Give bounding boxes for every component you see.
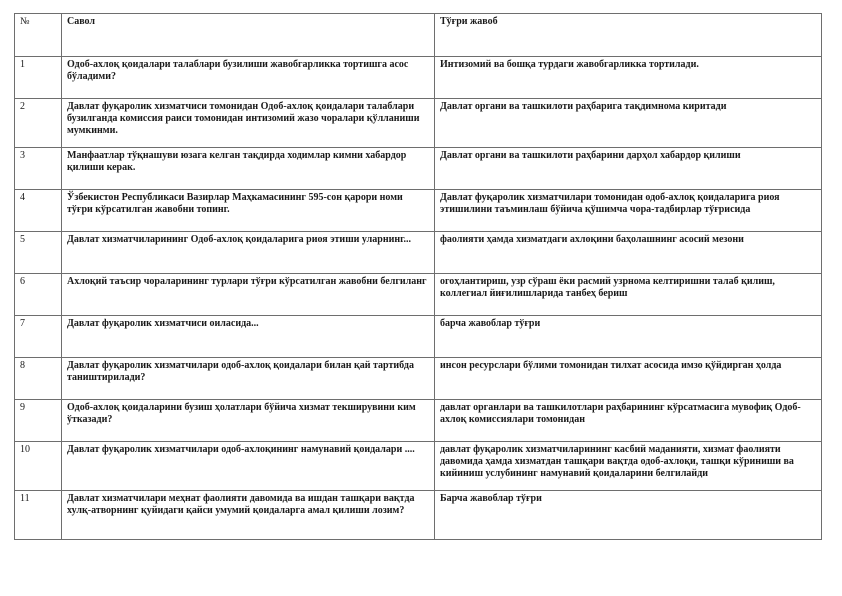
row-answer: Давлат фуқаролик хизматчилари томонидан одоб-ахлоқ қоидаларига риоя этишилини таъминлаш бўйича қўшимча чора-тадбирлар тўғрисида xyxy=(435,190,822,232)
table-row xyxy=(15,232,822,274)
header-number: № xyxy=(15,14,62,57)
row-question: Одоб-ахлоқ қоидалари талаблари бузилиши жавобгарликка тортишга асос бўладими? xyxy=(62,57,435,99)
row-number: 1 xyxy=(15,57,62,99)
row-answer: Давлат органи ва ташкилоти раҳбарини дарҳол хабардор қилиши xyxy=(435,148,822,190)
row-question: Давлат фуқаролик хизматчиси томонидан Одоб-ахлоқ қоидалари талаблари бузилганда комиссия раиси томонидан интизомий жазо чоралари қўлланиши мумкинми. xyxy=(62,99,435,148)
row-question: Давлат фуқаролик хизматчилари одоб-ахлоқининг намунавий қоидалари .... xyxy=(62,442,435,491)
row-question: Давлат фуқаролик хизматчилари одоб-ахлоқ қоидалари билан қай тартибда таништирилади? xyxy=(62,358,435,400)
table-row xyxy=(15,491,822,540)
row-answer: огоҳлантириш, узр сўраш ёки расмий узрнома келтиришни талаб қилиш, коллегиал йиғилишларида танбеҳ бериш xyxy=(435,274,822,316)
table-row xyxy=(15,274,822,316)
row-answer: инсон ресурслари бўлими томонидан тилхат асосида имзо қўйдирган ҳолда xyxy=(435,358,822,400)
questions-table xyxy=(14,13,822,540)
row-question: Давлат хизматчилари меҳнат фаолияти давомида ва ишдан ташқари вақтда хулқ-атворнинг қуйидаги қайси умумий қоидаларга амал қилиши лозим? xyxy=(62,491,435,540)
table-row xyxy=(15,442,822,491)
row-answer: Барча жавоблар тўғри xyxy=(435,491,822,540)
table-row xyxy=(15,148,822,190)
row-answer: барча жавоблар тўғри xyxy=(435,316,822,358)
row-number: 2 xyxy=(15,99,62,148)
table-row xyxy=(15,57,822,99)
row-number: 7 xyxy=(15,316,62,358)
row-number: 4 xyxy=(15,190,62,232)
row-answer: фаолияти ҳамда хизматдаги ахлоқини баҳолашнинг асосий мезони xyxy=(435,232,822,274)
row-question: Манфаатлар тўқнашуви юзага келган тақдирда ходимлар кимни хабардор қилиши керак. xyxy=(62,148,435,190)
row-question: Одоб-ахлоқ қоидаларини бузиш ҳолатлари бўйича хизмат текширувини ким ўтказади? xyxy=(62,400,435,442)
table-row xyxy=(15,316,822,358)
row-number: 9 xyxy=(15,400,62,442)
row-answer: Интизомий ва бошқа турдаги жавобгарликка тортилади. xyxy=(435,57,822,99)
row-answer: давлат фуқаролик хизматчиларининг касбий маданияти, хизмат фаолияти давомида ҳамда хизматдан ташқари вақтда одоб-ахлоқи, ташқи кўриниши ва кийиниш услубининг намунавий қоидаларини белгилайди xyxy=(435,442,822,491)
row-number: 11 xyxy=(15,491,62,540)
table-row xyxy=(15,99,822,148)
header-question: Савол xyxy=(62,14,435,57)
row-number: 10 xyxy=(15,442,62,491)
row-question: Давлат фуқаролик хизматчиси оиласида... xyxy=(62,316,435,358)
table-row xyxy=(15,358,822,400)
table-row xyxy=(15,400,822,442)
row-number: 8 xyxy=(15,358,62,400)
header-answer: Тўғри жавоб xyxy=(435,14,822,57)
row-number: 3 xyxy=(15,148,62,190)
row-answer: давлат органлари ва ташкилотлари раҳбарининг кўрсатмасига мувофиқ Одоб-ахлоқ комиссиялари томонидан xyxy=(435,400,822,442)
row-question: Ўзбекистон Республикаси Вазирлар Маҳкамасининг 595-сон қарори номи тўғри кўрсатилган жавобни топинг. xyxy=(62,190,435,232)
row-number: 6 xyxy=(15,274,62,316)
row-question: Ахлоқий таъсир чораларининг турлари тўғри кўрсатилган жавобни белгиланг xyxy=(62,274,435,316)
row-answer: Давлат органи ва ташкилоти раҳбарига тақдимнома киритади xyxy=(435,99,822,148)
row-number: 5 xyxy=(15,232,62,274)
table-row xyxy=(15,190,822,232)
header-row xyxy=(15,14,822,57)
row-question: Давлат хизматчиларининг Одоб-ахлоқ қоидаларига риоя этиши уларнинг... xyxy=(62,232,435,274)
